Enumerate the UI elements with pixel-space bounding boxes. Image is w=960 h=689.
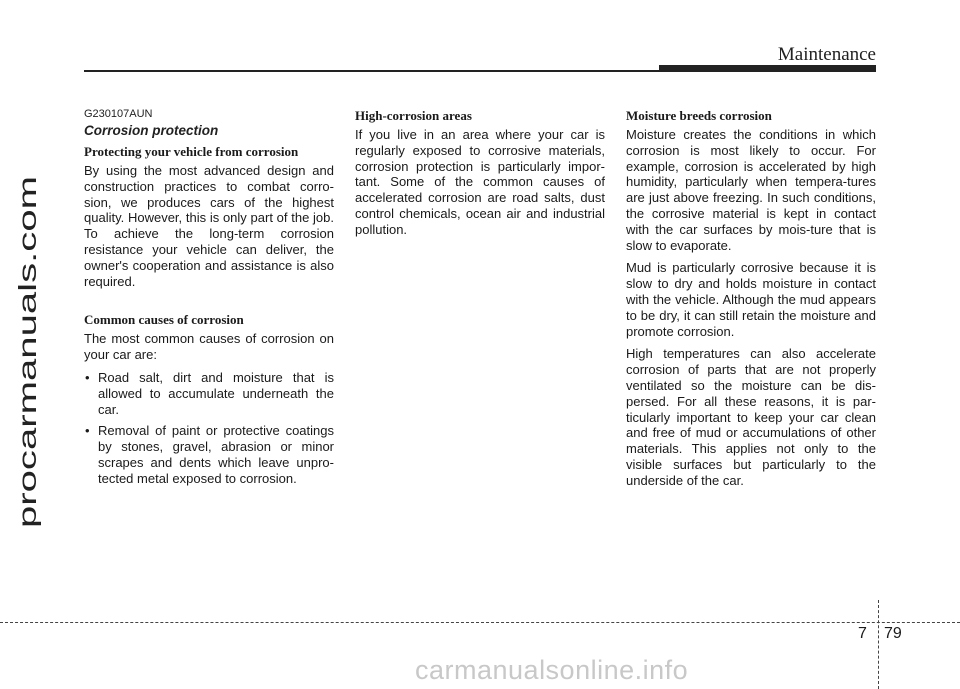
page-header-title: Maintenance — [777, 44, 876, 65]
chapter-number: 7 — [858, 625, 867, 642]
side-watermark — [6, 170, 46, 530]
header-rule — [84, 70, 659, 72]
bottom-watermark: carmanualsonline.info — [415, 655, 689, 685]
paragraph-moisture-2: Mud is particularly corrosive because it is slow to dry and holds moisture in contact with the vehicle. Although the mud appears to be dry, it can still retain the moisture and promote corrosion. — [626, 260, 876, 339]
side-watermark-text: procarmanuals.com — [14, 308, 42, 528]
page-number: 79 — [884, 625, 902, 642]
paragraph-common-causes: The most common causes of corrosion on your car are: — [84, 331, 334, 363]
paragraph-moisture-3: High temperatures can also accelerate corrosion of parts that are not properly ventilated so the moisture can be dis-persed. For all these reasons, it is par-ticularly important to keep your car clean and free of mud or accumulations of other materials. This applies not only to the visible surfaces but particularly to the underside of the car. — [626, 346, 876, 488]
section-title: Corrosion protection — [84, 123, 219, 138]
subheading-protecting: Protecting your vehicle from corrosion — [84, 144, 299, 159]
paragraph-protecting: By using the most advanced design and construction practices to combat corro-sion, we produces cars of the highest quality. However, this is only part of the job. To achieve the long-term corrosion resistance your vehicle can deliver, the owner's cooperation and assistance is also required. — [84, 163, 334, 289]
column-left — [84, 108, 334, 493]
section-code: G230107AUN — [84, 108, 153, 120]
footer-divider — [878, 600, 879, 689]
paragraph-high-corrosion: If you live in an area where your car is regularly exposed to corrosive materials, corrosion protection is particularly impor-tant. Some of the common causes of accelerated corrosion are road salts, dust control chemicals, ocean air and industrial pollution. — [355, 127, 605, 237]
header-rule-bar — [659, 65, 876, 72]
subheading-high-corrosion: High-corrosion areas — [355, 108, 472, 123]
footer-rule — [0, 622, 960, 623]
subheading-moisture: Moisture breeds corrosion — [626, 108, 772, 123]
list-item: • Road salt, dirt and moisture that is allowed to accumulate underneath the car. — [84, 370, 334, 417]
subheading-common-causes: Common causes of corrosion — [84, 312, 244, 328]
column-middle — [355, 108, 605, 245]
paragraph-moisture-1: Moisture creates the conditions in which corrosion is most likely to occur. For example, corrosion is accelerated by high humidity, particularly when tempera-tures are just above freezing. In such conditions, the corrosive material is kept in contact with the car surfaces by mois-ture that is slow to evaporate. — [626, 127, 876, 253]
causes-list — [84, 370, 334, 487]
list-item: • Removal of paint or protective coatings by stones, gravel, abrasion or minor scrapes and dents which leave unpro-tected metal exposed to corrosion. — [84, 423, 334, 486]
column-right — [626, 108, 876, 496]
